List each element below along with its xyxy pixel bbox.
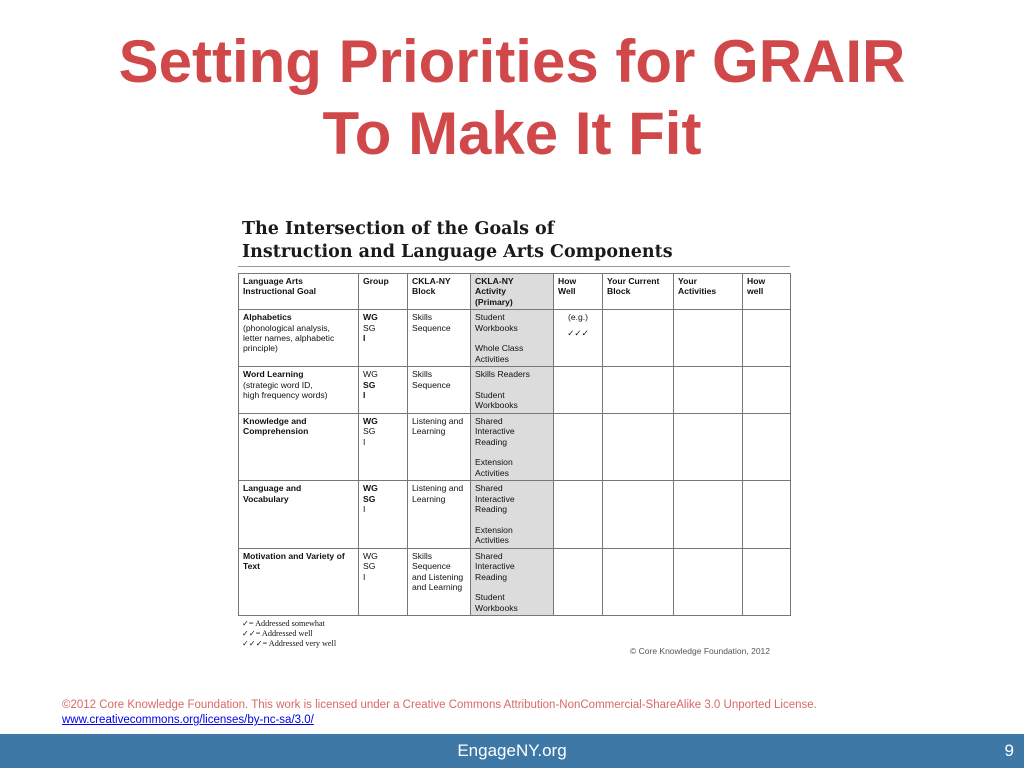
table-row bbox=[239, 413, 791, 480]
checkmark-icon: ✓✓✓ bbox=[567, 327, 589, 338]
group-cell: WG SG I bbox=[359, 548, 408, 615]
your-activities-cell bbox=[674, 481, 743, 548]
figure-title-line-1: The Intersection of the Goals of bbox=[242, 219, 555, 239]
activity-cell: Student Workbooks Whole Class Activities bbox=[471, 310, 554, 367]
license-link[interactable]: www.creativecommons.org/licenses/by-nc-sa/3.0/ bbox=[62, 714, 314, 726]
legend-item: ✓= Addressed somewhat bbox=[242, 619, 325, 629]
footer-bar bbox=[0, 734, 1024, 768]
legend-item: ✓✓✓= Addressed very well bbox=[242, 639, 337, 649]
block-cell: Skills Sequence bbox=[408, 367, 471, 414]
table-row bbox=[239, 367, 791, 414]
your-activities-cell bbox=[674, 310, 743, 367]
header-how-well-2: How well bbox=[743, 274, 791, 310]
goal-cell: Alphabetics (phonological analysis, letter names, alphabetic principle) bbox=[239, 310, 359, 367]
how-well-cell bbox=[554, 548, 603, 615]
goals-figure bbox=[238, 218, 790, 649]
header-activity: CKLA-NY Activity (Primary) bbox=[471, 274, 554, 310]
footer-site-name: EngageNY.org bbox=[457, 741, 567, 760]
header-goal: Language Arts Instructional Goal bbox=[239, 274, 359, 310]
your-activities-cell bbox=[674, 413, 743, 480]
table-header-row bbox=[239, 274, 791, 310]
activity-cell: Skills Readers Student Workbooks bbox=[471, 367, 554, 414]
how-well-2-cell bbox=[743, 481, 791, 548]
header-block: CKLA-NY Block bbox=[408, 274, 471, 310]
slide-title bbox=[0, 26, 1024, 170]
how-well-2-cell bbox=[743, 367, 791, 414]
group-cell: WG SG I bbox=[359, 413, 408, 480]
group-cell: WG SG I bbox=[359, 310, 408, 367]
your-activities-cell bbox=[674, 367, 743, 414]
table-row bbox=[239, 548, 791, 615]
activity-cell: Shared Interactive Reading Extension Activities bbox=[471, 413, 554, 480]
your-block-cell bbox=[603, 310, 674, 367]
goal-cell: Knowledge and Comprehension bbox=[239, 413, 359, 480]
block-cell: Listening and Learning bbox=[408, 481, 471, 548]
your-block-cell bbox=[603, 481, 674, 548]
activity-cell: Shared Interactive Reading Student Workbooks bbox=[471, 548, 554, 615]
how-well-2-cell bbox=[743, 310, 791, 367]
group-cell: WG SG I bbox=[359, 481, 408, 548]
how-well-example: (e.g.) bbox=[567, 312, 589, 323]
figure-credit: © Core Knowledge Foundation, 2012 bbox=[630, 646, 770, 656]
header-how-well: How Well bbox=[554, 274, 603, 310]
how-well-2-cell bbox=[743, 548, 791, 615]
legend-item: ✓✓= Addressed well bbox=[242, 629, 313, 639]
your-block-cell bbox=[603, 548, 674, 615]
goal-cell: Language and Vocabulary bbox=[239, 481, 359, 548]
license-notice bbox=[62, 698, 817, 728]
table-row bbox=[239, 481, 791, 548]
header-your-block: Your Current Block bbox=[603, 274, 674, 310]
your-block-cell bbox=[603, 367, 674, 414]
block-cell: Skills Sequence and Listening and Learning bbox=[408, 548, 471, 615]
table-row bbox=[239, 310, 791, 367]
figure-divider bbox=[238, 266, 790, 267]
how-well-2-cell bbox=[743, 413, 791, 480]
how-well-cell bbox=[554, 367, 603, 414]
header-your-activities: Your Activities bbox=[674, 274, 743, 310]
activity-cell: Shared Interactive Reading Extension Activities bbox=[471, 481, 554, 548]
checkmark-legend bbox=[238, 619, 790, 649]
goal-cell: Motivation and Variety of Text bbox=[239, 548, 359, 615]
your-block-cell bbox=[603, 413, 674, 480]
how-well-cell bbox=[554, 413, 603, 480]
group-cell: WG SG I bbox=[359, 367, 408, 414]
slide-title-line-1: Setting Priorities for GRAIR bbox=[118, 28, 906, 95]
goal-cell: Word Learning (strategic word ID, high frequency words) bbox=[239, 367, 359, 414]
your-activities-cell bbox=[674, 548, 743, 615]
how-well-cell bbox=[554, 310, 603, 367]
header-group: Group bbox=[359, 274, 408, 310]
block-cell: Skills Sequence bbox=[408, 310, 471, 367]
how-well-cell bbox=[554, 481, 603, 548]
slide-title-line-2: To Make It Fit bbox=[322, 100, 702, 167]
page-number: 9 bbox=[1004, 741, 1014, 760]
figure-title-line-2: Instruction and Language Arts Components bbox=[242, 242, 673, 262]
goals-table bbox=[238, 273, 791, 616]
block-cell: Listening and Learning bbox=[408, 413, 471, 480]
license-text: ©2012 Core Knowledge Foundation. This work is licensed under a Creative Commons Attribution-NonCommercial-ShareAlike 3.0 Unported License. bbox=[62, 699, 817, 711]
figure-title bbox=[238, 218, 790, 264]
